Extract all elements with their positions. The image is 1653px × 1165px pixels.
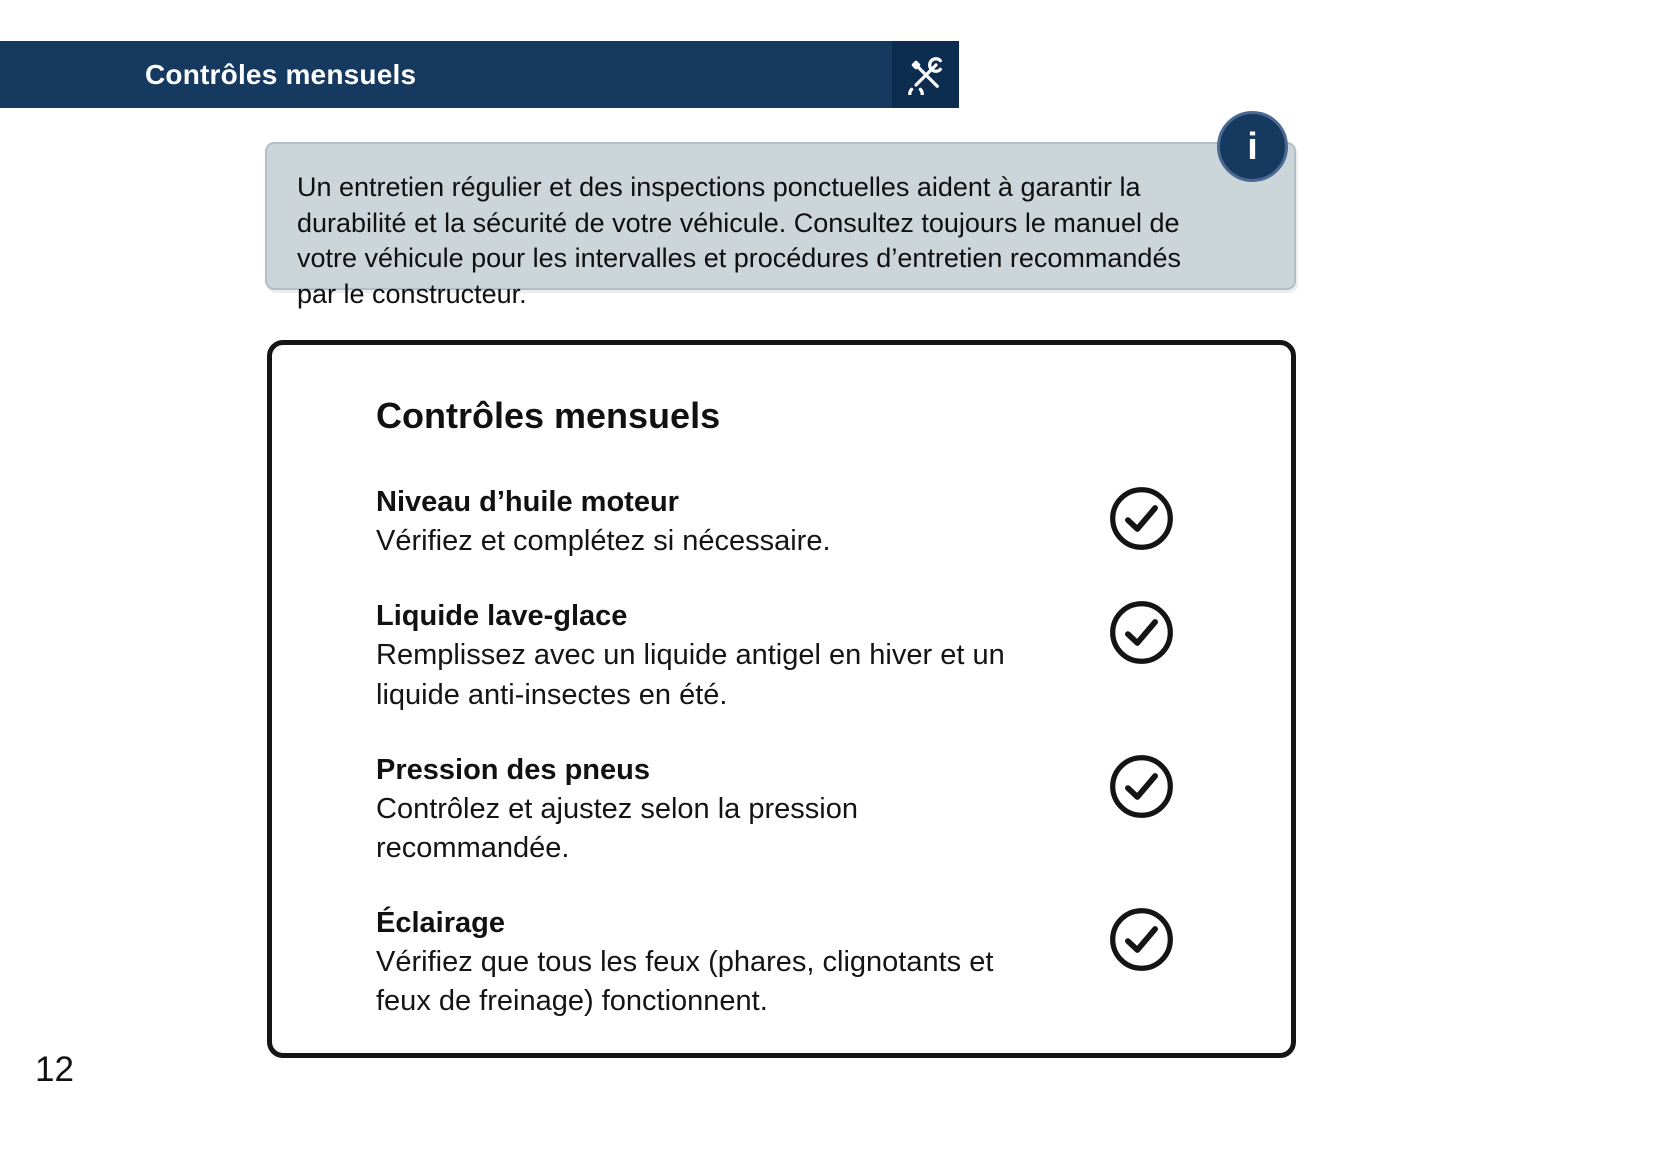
section-header-title: Contrôles mensuels	[145, 58, 417, 90]
check-circle-icon	[1108, 753, 1175, 820]
checklist-item	[376, 483, 1231, 561]
info-icon	[1217, 111, 1288, 182]
info-box	[265, 142, 1296, 309]
item-description: Remplissez avec un liquide antigel en hiver et un liquide anti-insectes en été.	[376, 639, 1005, 711]
checklist-item-text	[376, 597, 1036, 714]
checklist-item	[376, 904, 1231, 1021]
checklist-item-text	[376, 483, 1036, 561]
checklist-title: Contrôles mensuels	[376, 395, 721, 436]
item-heading: Pression des pneus	[376, 753, 650, 786]
tools-icon	[892, 41, 959, 108]
info-icon-glyph: i	[1247, 125, 1258, 168]
check-circle-icon	[1108, 485, 1175, 552]
checklist-card	[267, 340, 1296, 1058]
item-description: Contrôlez et ajustez selon la pression recommandée.	[376, 792, 858, 864]
checklist-items	[376, 483, 1231, 1022]
check-circle-icon	[1108, 599, 1175, 666]
item-heading: Éclairage	[376, 907, 505, 940]
page-number: 12	[35, 1050, 74, 1089]
item-heading: Liquide lave-glace	[376, 600, 628, 633]
item-description: Vérifiez et complétez si nécessaire.	[376, 525, 831, 558]
section-header	[0, 41, 959, 108]
info-box-text: Un entretien régulier et des inspections ponctuelles aident à garantir la durabilité et la sécurité de votre véhicule. Consultez toujours le manuel de votre véhicule pour les intervalles et procédures d’entretien recommandés par le constructeur.	[297, 172, 1181, 309]
checklist-item-text	[376, 904, 1036, 1021]
item-description: Vérifiez que tous les feux (phares, clignotants et feux de freinage) fonctionnent.	[376, 946, 994, 1018]
check-circle-icon	[1108, 906, 1175, 973]
checklist-item	[376, 597, 1231, 714]
checklist-item	[376, 751, 1231, 868]
checklist-item-text	[376, 751, 1036, 868]
item-heading: Niveau d’huile moteur	[376, 486, 679, 518]
